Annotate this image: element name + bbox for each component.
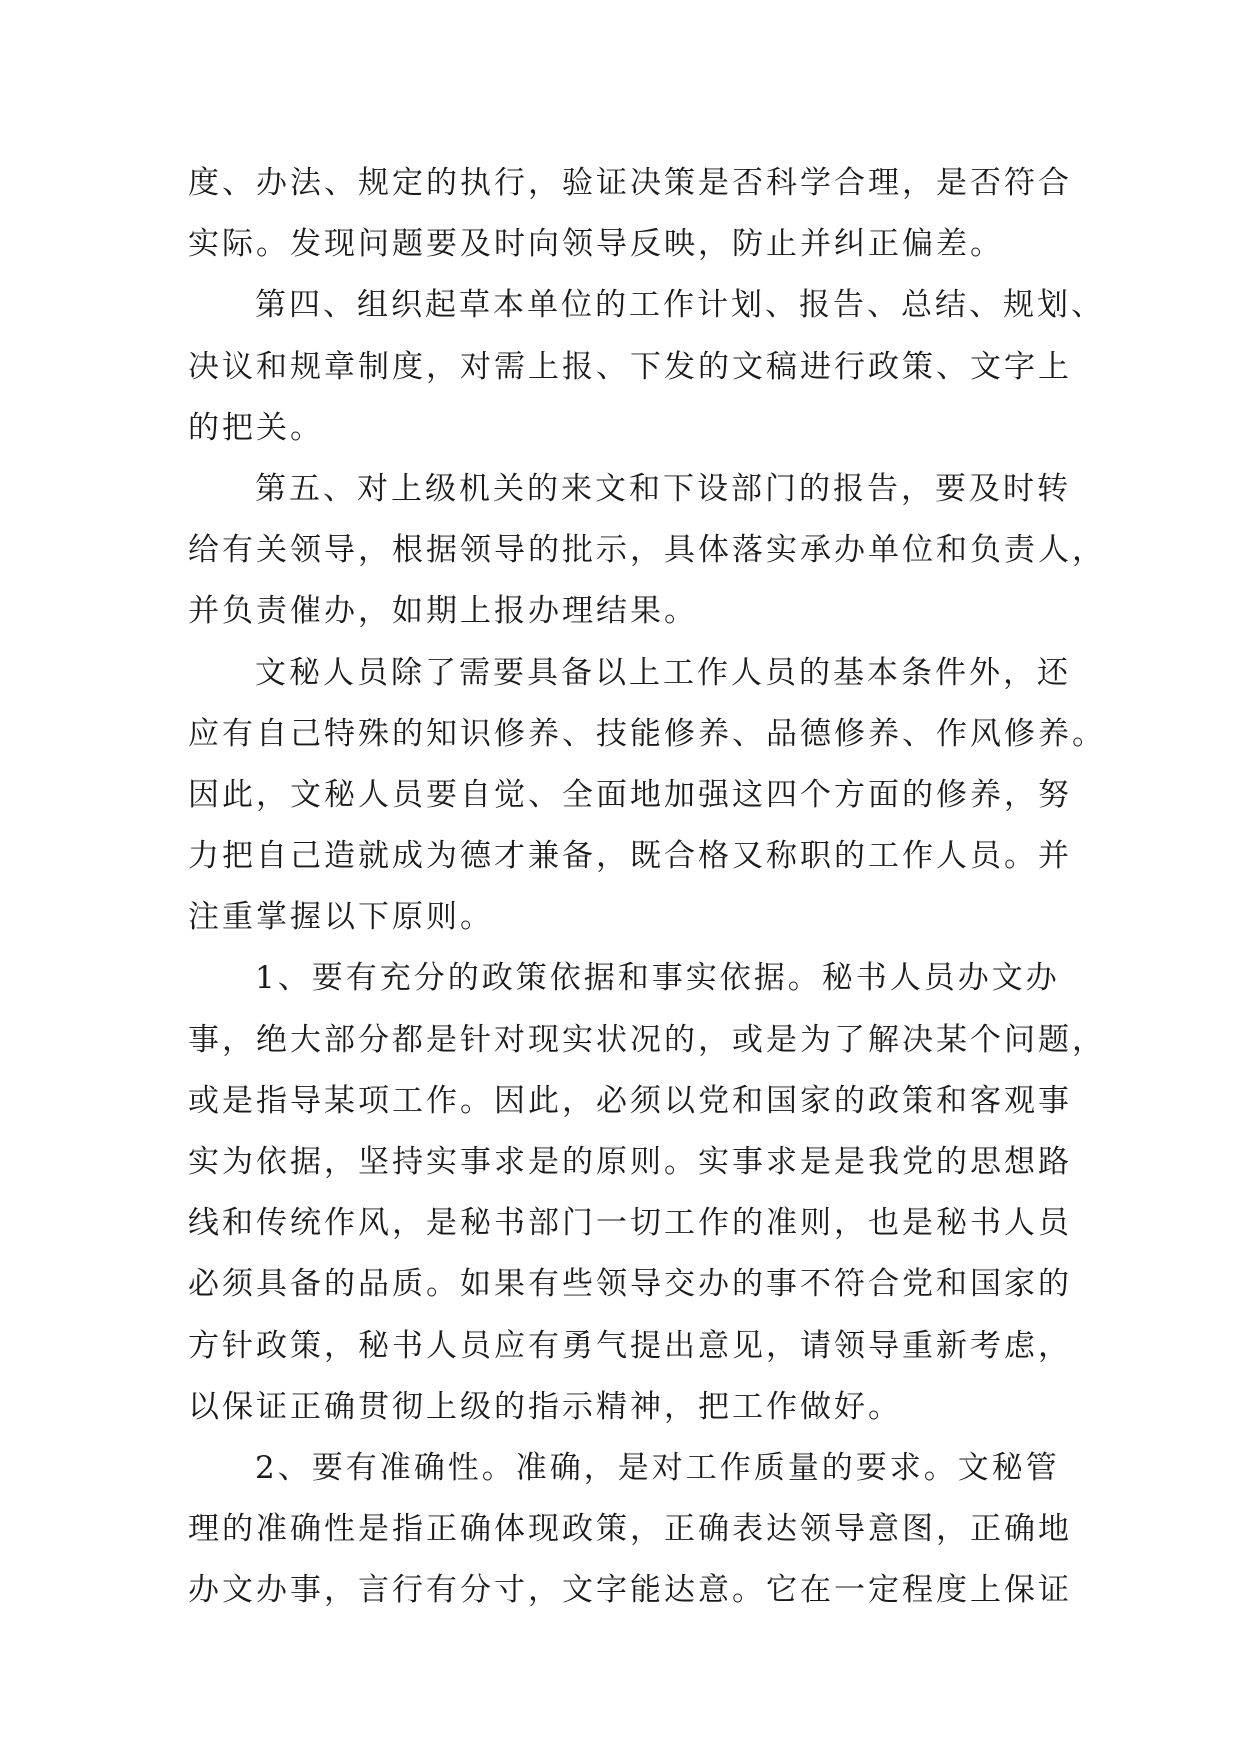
text-line: 以保证正确贯彻上级的指示精神，把工作做好。 xyxy=(188,1388,902,1425)
text-line: 线和传统作风，是秘书部门一切工作的准则，也是秘书人员 xyxy=(188,1205,1072,1242)
text-line: 事，绝大部分都是针对现实状况的，或是为了解决某个问题， xyxy=(188,1021,1106,1058)
text-line: 或是指导某项工作。因此，必须以党和国家的政策和客观事 xyxy=(188,1082,1072,1119)
text-line: 决议和规章制度，对需上报、下发的文稿进行政策、文字上 xyxy=(188,348,1072,385)
paragraph-4 xyxy=(188,643,1106,949)
text-line: 2、要有准确性。准确，是对工作质量的要求。文秘管 xyxy=(255,1449,1060,1486)
paragraph-2 xyxy=(188,275,1105,459)
text-line: 因此，文秘人员要自觉、全面地加强这四个方面的修养，努 xyxy=(188,776,1072,813)
text-line: 第五、对上级机关的来文和下设部门的报告，要及时转 xyxy=(255,470,1071,507)
text-line: 第四、组织起草本单位的工作计划、报告、总结、规划、 xyxy=(255,287,1105,324)
text-line: 给有关领导，根据领导的批示，具体落实承办单位和负责人， xyxy=(188,532,1106,569)
text-line: 1、要有充分的政策依据和事实依据。秘书人员办文办 xyxy=(255,960,1060,997)
text-line: 文秘人员除了需要具备以上工作人员的基本条件外，还 xyxy=(255,654,1071,691)
text-line: 力把自己造就成为德才兼备，既合格又称职的工作人员。并 xyxy=(188,838,1072,875)
paragraph-3 xyxy=(188,459,1106,643)
text-line: 注重掌握以下原则。 xyxy=(188,899,494,936)
paragraph-6 xyxy=(188,1438,1072,1622)
text-line: 办文办事，言行有分寸，文字能达意。它在一定程度上保证 xyxy=(188,1572,1072,1609)
text-line: 应有自己特殊的知识修养、技能修养、品德修养、作风修养。 xyxy=(188,715,1106,752)
text-line: 的把关。 xyxy=(188,409,324,446)
text-line: 度、办法、规定的执行，验证决策是否科学合理，是否符合 xyxy=(188,165,1072,201)
paragraph-1 xyxy=(188,153,1072,275)
text-line: 必须具备的品质。如果有些领导交办的事不符合党和国家的 xyxy=(188,1266,1072,1303)
text-line: 实为依据，坚持实事求是的原则。实事求是是我党的思想路 xyxy=(188,1144,1072,1180)
body-text xyxy=(188,153,1106,1622)
text-line: 并负责催办，如期上报办理结果。 xyxy=(188,593,698,630)
text-line: 方针政策，秘书人员应有勇气提出意见，请领导重新考虑， xyxy=(188,1327,1072,1364)
paragraph-5 xyxy=(188,948,1106,1438)
text-line: 实际。发现问题要及时向领导反映，防止并纠正偏差。 xyxy=(188,226,1004,263)
text-line: 理的准确性是指正确体现政策，正确表达领导意图，正确地 xyxy=(188,1511,1072,1548)
